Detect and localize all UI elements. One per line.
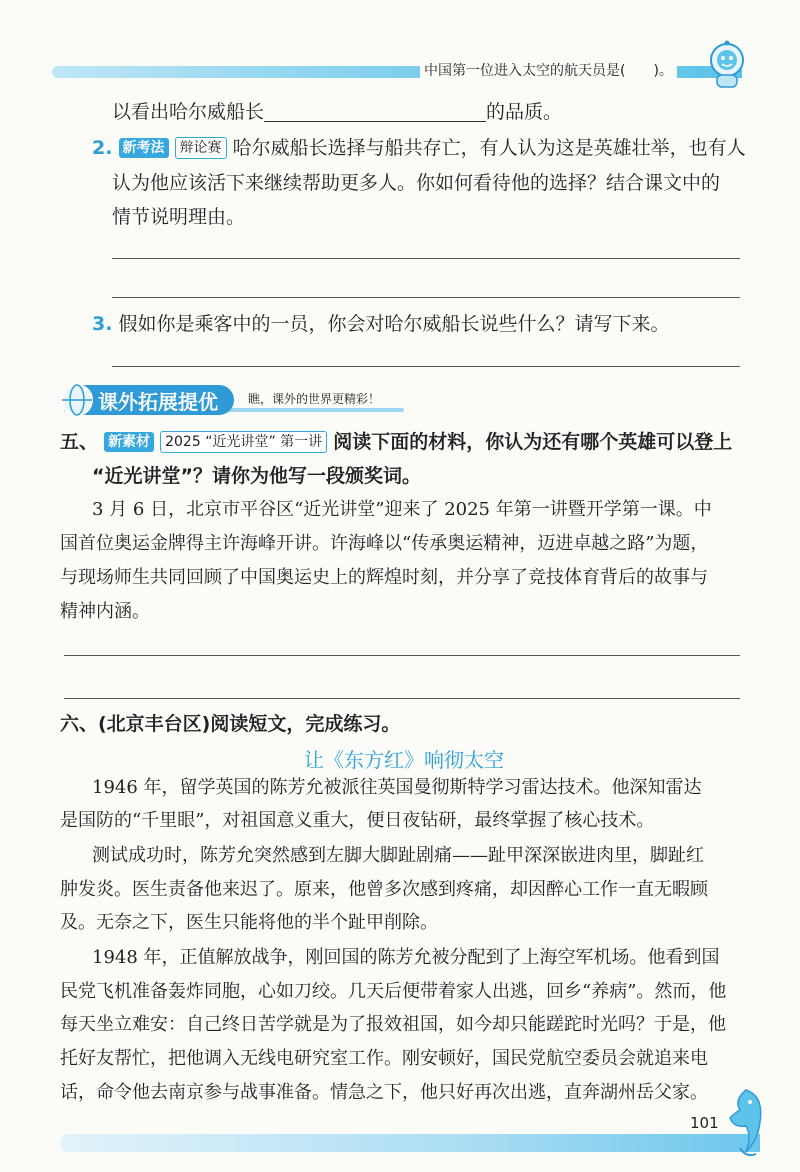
footer-bar	[60, 1134, 760, 1152]
q6-paragraph-line-9: 托好友帮忙，把他调入无线电研究室工作。刚安顿好，国民党航空委员会就追来电	[60, 1048, 708, 1069]
q6-passage-title: 让《东方红》响彻太空	[304, 748, 504, 772]
q5-text-1: 阅读下面的材料，你认为还有哪个英雄可以登上	[333, 431, 733, 453]
q2-tag-new-method: 新考法	[119, 138, 169, 158]
q5-answer-line-2[interactable]	[64, 698, 740, 699]
q6-paragraph-line-1: 1946 年，留学英国的陈芳允被派往英国曼彻斯特学习雷达技术。他深知雷达	[92, 777, 702, 798]
q5-passage-line-4: 精神内涵。	[60, 601, 150, 622]
dolphin-icon	[716, 1082, 776, 1162]
header-hint: 中国第一位进入太空的航天员是( )。	[420, 60, 677, 80]
q1-text-after: 的品质。	[486, 101, 563, 123]
q6-paragraph-line-5: 及。无奈之下，医生只能将他的半个趾甲削除。	[60, 912, 438, 933]
q5-passage-line-2: 国首位奥运金牌得主许海峰开讲。许海峰以“传承奥运精神，迈进卓越之路”为题，	[60, 533, 709, 554]
section-banner-subtitle: 瞧，课外的世界更精彩！	[248, 392, 381, 406]
q2-line-3: 情节说明理由。	[112, 206, 246, 228]
section-banner-title: 课外拓展提优	[98, 390, 218, 414]
q5-answer-line-1[interactable]	[64, 655, 740, 656]
q5-line-1	[60, 430, 732, 454]
q5-number: 五、	[60, 431, 99, 453]
q6-paragraph-line-8: 每天坐立难安：自己终日苦学就是为了报效祖国，如今却只能蹉跎时光吗？于是，他	[60, 1014, 726, 1035]
q1-text-before: 以看出哈尔威船长	[112, 101, 265, 123]
q3-answer-line[interactable]	[112, 366, 740, 367]
q5-passage-line-3: 与现场师生共同回顾了中国奥运史上的辉煌时刻，并分享了竞技体育背后的故事与	[60, 567, 708, 588]
q3-line	[92, 312, 670, 336]
q6-paragraph-line-7: 民党飞机准备轰炸同胞，心如刀绞。几天后便带着家人出逃，回乡“养病”。然而，他	[60, 981, 727, 1002]
q2-number: 2.	[92, 137, 113, 159]
q2-text-1: 哈尔威船长选择与船共存亡，有人认为这是英雄壮举，也有人	[232, 137, 746, 159]
q6-paragraph-line-3: 测试成功时，陈芳允突然感到左脚大脚趾剧痛——趾甲深深嵌进肉里，脚趾红	[92, 845, 704, 866]
q2-answer-line-1[interactable]	[112, 258, 740, 259]
q2-answer-line-2[interactable]	[112, 297, 740, 298]
q5-tag-new-material: 新素材	[104, 432, 154, 452]
q1-answer-line	[112, 100, 562, 124]
page-number: 101	[690, 1114, 719, 1132]
q6-paragraph-line-6: 1948 年，正值解放战争，刚回国的陈芳允被分配到了上海空军机场。他看到国	[92, 947, 720, 968]
q2-line-1	[92, 136, 746, 160]
q2-line-2: 认为他应该活下来继续帮助更多人。你如何看待他的选择？结合课文中的	[112, 172, 721, 194]
q2-tag-debate: 辩论赛	[175, 137, 227, 159]
astronaut-mascot-icon	[700, 38, 754, 92]
q6-paragraph-line-10: 话，命令他去南京参与战事准备。情急之下，他只好再次出逃，直奔湖州岳父家。	[60, 1082, 708, 1103]
q6-heading: 六、(北京丰台区)阅读短文，完成练习。	[60, 713, 401, 735]
q5-passage-line-1: 3 月 6 日，北京市平谷区“近光讲堂”迎来了 2025 年第一讲暨开学第一课。中	[92, 499, 712, 520]
q5-tag-lecture: 2025 “近光讲堂” 第一讲	[160, 431, 327, 453]
q1-blank[interactable]	[264, 103, 486, 122]
q6-paragraph-line-2: 是国防的“千里眼”，对祖国意义重大，便日夜钻研，最终掌握了核心技术。	[60, 810, 655, 831]
globe-icon	[60, 383, 94, 417]
q5-line-2: “近光讲堂”？请你为他写一段颁奖词。	[92, 465, 421, 487]
q3-number: 3.	[92, 313, 113, 335]
q6-paragraph-line-4: 肿发炎。医生责备他来迟了。原来，他曾多次感到疼痛，却因醉心工作一直无暇顾	[60, 879, 708, 900]
q3-text: 假如你是乘客中的一员，你会对哈尔威船长说些什么？请写下来。	[118, 313, 670, 335]
